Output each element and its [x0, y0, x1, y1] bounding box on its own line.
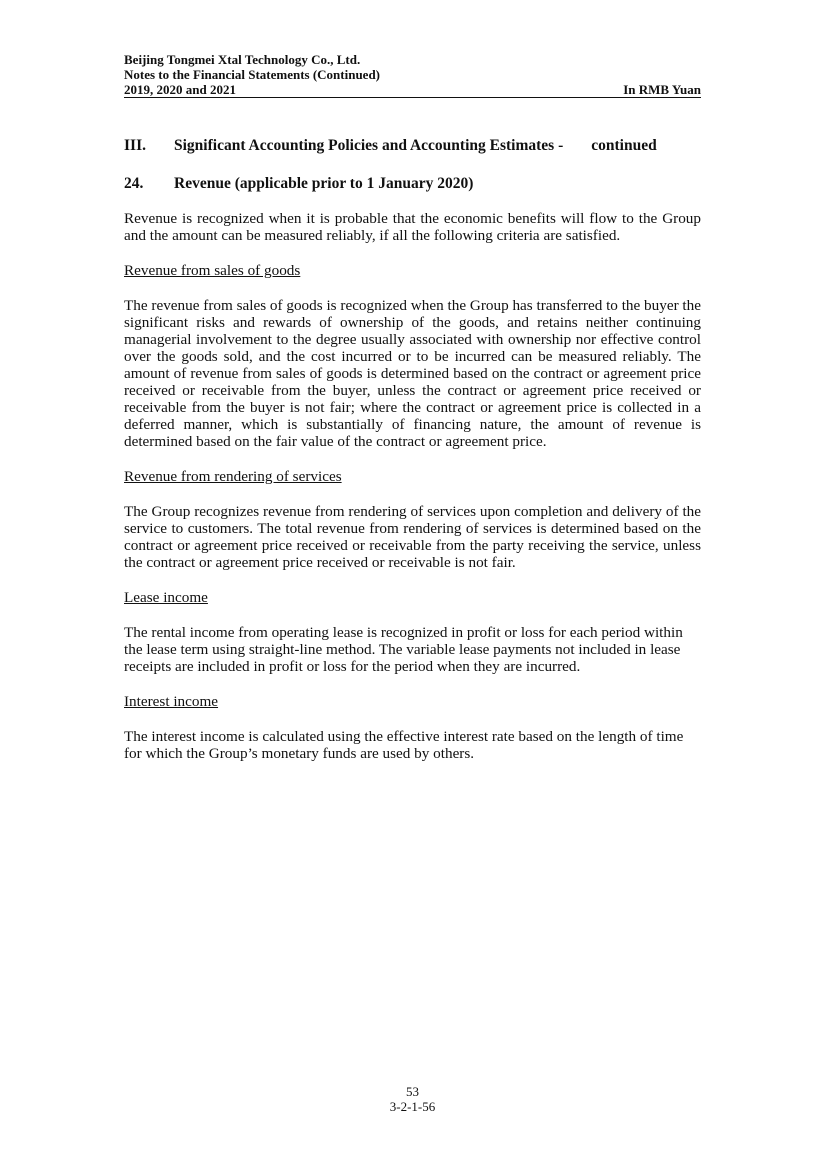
subsection-heading	[124, 175, 701, 192]
page-number: 53	[406, 1084, 419, 1099]
lease-paragraph: The rental income from operating lease is recognized in profit or loss for each period within the lease term using straight-line method. The variable lease payments not included in lease receipts are included in profit or loss for the period when they are incurred.	[124, 624, 683, 675]
section-continued: continued	[591, 137, 657, 154]
interest-paragraph: The interest income is calculated using the effective interest rate based on the length of time for which the Group’s monetary funds are used by others.	[124, 728, 684, 762]
intro-paragraph: Revenue is recognized when it is probable that the economic benefits will flow to the Group and the amount can be measured reliably, if all the following criteria are satisfied.	[124, 210, 701, 244]
goods-heading: Revenue from sales of goods	[124, 262, 301, 279]
page-content	[124, 137, 701, 762]
document-reference: 3-2-1-56	[389, 1099, 436, 1114]
subsection-title: Revenue (applicable prior to 1 January 2020)	[174, 175, 474, 192]
notes-title: Notes to the Financial Statements (Continued)	[124, 67, 381, 82]
interest-heading: Interest income	[124, 693, 219, 710]
company-name: Beijing Tongmei Xtal Technology Co., Ltd.	[124, 52, 361, 67]
goods-paragraph: The revenue from sales of goods is recognized when the Group has transferred to the buyer the significant risks and rewards of ownership of the goods, and retains neither continuing managerial involvement to the degree usually associated with ownership nor effective control over the goods sold, and the cost incurred or to be incurred can be measured reliably. The amount of revenue from sales of goods is determined based on the contract or agreement price received or receivable from the buyer, unless the contract or agreement price received or receivable from the buyer is not fair; where the contract or agreement price is collected in a deferred manner, which is substantially of financing nature, the amount of revenue is determined based on the fair value of the contract or agreement price.	[124, 297, 701, 450]
subsection-number: 24.	[124, 175, 144, 192]
services-heading: Revenue from rendering of services	[124, 468, 342, 485]
section-heading	[124, 137, 701, 154]
header-period-row	[124, 82, 701, 98]
page-header	[124, 52, 701, 98]
section-title: Significant Accounting Policies and Accounting Estimates -	[174, 137, 564, 154]
lease-heading: Lease income	[124, 589, 208, 606]
services-paragraph: The Group recognizes revenue from rendering of services upon completion and delivery of the service to customers. The total revenue from rendering of services is determined based on the contract or agreement price received or receivable from the party receiving the service, unless the contract or agreement price received or receivable is not fair.	[124, 503, 701, 571]
currency-label: In RMB Yuan	[623, 82, 701, 97]
page-footer	[0, 1084, 825, 1114]
section-number: III.	[124, 137, 146, 154]
reporting-years: 2019, 2020 and 2021	[124, 82, 236, 97]
